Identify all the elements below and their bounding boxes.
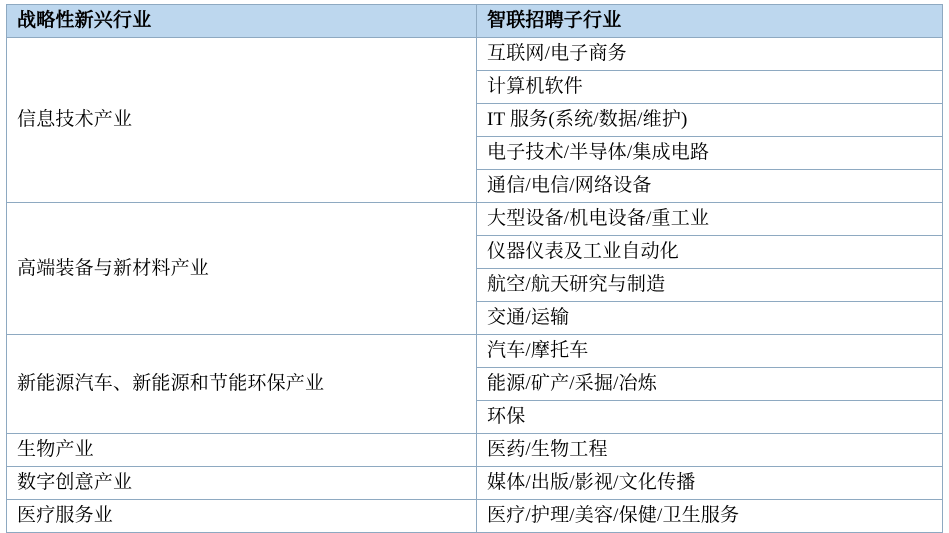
group-label-new-energy: 新能源汽车、新能源和节能环保产业 [7, 335, 477, 434]
table-header-row [7, 5, 943, 38]
table-row [7, 38, 943, 71]
sub-industry-cell: 医药/生物工程 [477, 434, 943, 467]
sub-industry-cell: 通信/电信/网络设备 [477, 170, 943, 203]
sub-industry-cell: 媒体/出版/影视/文化传播 [477, 467, 943, 500]
column-header-strategic-industry: 战略性新兴行业 [7, 5, 477, 38]
sub-industry-cell: 计算机软件 [477, 71, 943, 104]
sub-industry-cell: 能源/矿产/采掘/冶炼 [477, 368, 943, 401]
group-label-medical-service: 医疗服务业 [7, 500, 477, 533]
table-row [7, 203, 943, 236]
group-label-digital-creative: 数字创意产业 [7, 467, 477, 500]
sub-industry-cell: 大型设备/机电设备/重工业 [477, 203, 943, 236]
sub-industry-cell: 电子技术/半导体/集成电路 [477, 137, 943, 170]
column-header-sub-industry: 智联招聘子行业 [477, 5, 943, 38]
sub-industry-cell: 航空/航天研究与制造 [477, 269, 943, 302]
group-label-biology: 生物产业 [7, 434, 477, 467]
industry-mapping-table [6, 4, 943, 533]
sub-industry-cell: 仪器仪表及工业自动化 [477, 236, 943, 269]
group-label-information-technology: 信息技术产业 [7, 38, 477, 203]
sub-industry-cell: 环保 [477, 401, 943, 434]
table-row [7, 434, 943, 467]
table-body [7, 38, 943, 533]
sub-industry-cell: 汽车/摩托车 [477, 335, 943, 368]
table-row [7, 467, 943, 500]
sub-industry-cell: 医疗/护理/美容/保健/卫生服务 [477, 500, 943, 533]
table-row [7, 500, 943, 533]
sub-industry-cell: 交通/运输 [477, 302, 943, 335]
sub-industry-cell: IT 服务(系统/数据/维护) [477, 104, 943, 137]
group-label-high-end-equipment: 高端装备与新材料产业 [7, 203, 477, 335]
table-row [7, 335, 943, 368]
table-header [7, 5, 943, 38]
sub-industry-cell: 互联网/电子商务 [477, 38, 943, 71]
